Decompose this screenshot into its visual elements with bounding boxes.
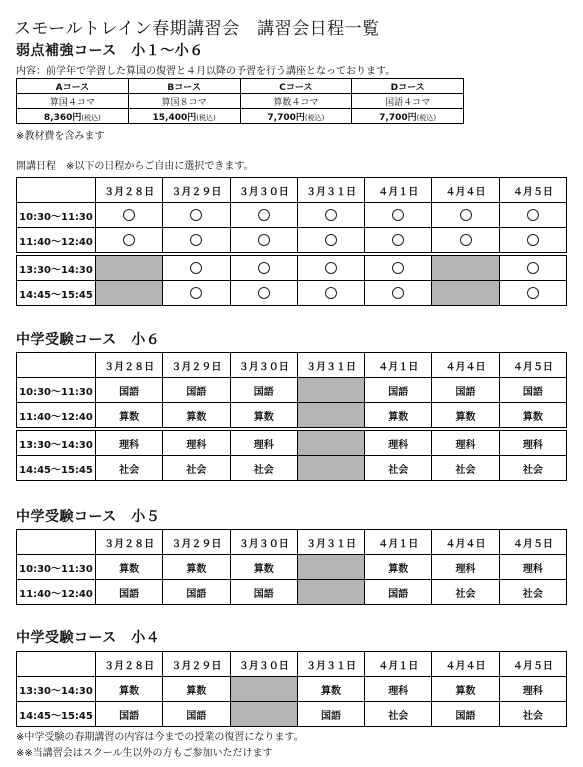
- course-name: Bコース: [128, 79, 240, 94]
- subject-cell: 社会: [499, 456, 566, 481]
- subject-cell: 国語: [230, 580, 297, 605]
- time-slot: 11:40〜12:40: [17, 403, 96, 428]
- subject-cell: 算数: [432, 677, 499, 702]
- subject-cell: 社会: [365, 456, 432, 481]
- available-circle-icon: [123, 234, 135, 246]
- subject-cell: 社会: [432, 456, 499, 481]
- course-detail: 算数４コマ: [240, 94, 352, 109]
- course-detail: 算国８コマ: [128, 94, 240, 109]
- subject-cell: 国語: [163, 580, 230, 605]
- date-header: ４月４日: [432, 530, 499, 555]
- subject-cell: 算数: [230, 555, 297, 580]
- course-price: 7,700円(税込): [352, 109, 464, 124]
- unavailable-cell: [96, 281, 163, 306]
- available-circle-icon: [460, 209, 472, 221]
- tax-label: (税込): [196, 113, 216, 122]
- exam4-heading: 中学受験コース 小４: [16, 630, 161, 646]
- unavailable-cell: [96, 256, 163, 281]
- course-name: Cコース: [240, 79, 352, 94]
- subject-cell: 理科: [432, 555, 499, 580]
- materials-note: ※教材費を含みます: [16, 131, 105, 142]
- subject-cell: 算数: [163, 555, 230, 580]
- available-slot: [432, 203, 499, 228]
- subject-cell: 理科: [499, 555, 566, 580]
- time-slot: 10:30〜11:30: [17, 378, 96, 403]
- schedule-table-exam5: [16, 529, 567, 605]
- unavailable-cell: [230, 702, 297, 727]
- subject-cell: 算数: [499, 403, 566, 428]
- subject-cell: 理科: [365, 431, 432, 456]
- time-slot: 13:30〜14:30: [17, 431, 96, 456]
- date-header: ４月４日: [432, 178, 499, 203]
- subject-cell: 算数: [96, 677, 163, 702]
- schedule-table-exam4: [16, 651, 567, 727]
- available-slot: [365, 228, 432, 253]
- available-slot: [365, 281, 432, 306]
- unavailable-cell: [432, 281, 499, 306]
- available-slot: [163, 256, 230, 281]
- date-header: ３月３０日: [230, 353, 297, 378]
- available-slot: [297, 256, 364, 281]
- date-header: ３月２９日: [163, 353, 230, 378]
- subject-cell: 算数: [365, 403, 432, 428]
- time-slot: 10:30〜11:30: [17, 555, 96, 580]
- tax-label: (税込): [81, 113, 101, 122]
- schedule-row: [17, 555, 567, 580]
- date-header-row: [17, 178, 567, 203]
- available-circle-icon: [392, 209, 404, 221]
- remedial-description: 内容：前学年で学習した算国の復習と４月以降の予習を行う講座となっております。: [16, 66, 396, 77]
- date-header: ４月１日: [365, 353, 432, 378]
- available-slot: [365, 256, 432, 281]
- tax-label: (税込): [304, 113, 325, 122]
- subject-cell: 国語: [499, 378, 566, 403]
- available-slot: [163, 203, 230, 228]
- available-circle-icon: [392, 234, 404, 246]
- available-circle-icon: [123, 209, 135, 221]
- unavailable-cell: [297, 378, 364, 403]
- available-circle-icon: [325, 234, 337, 246]
- subject-cell: 社会: [365, 702, 432, 727]
- available-circle-icon: [190, 209, 202, 221]
- course-price: 8,360円(税込): [17, 109, 129, 124]
- subject-cell: 算数: [163, 677, 230, 702]
- subject-cell: 算数: [432, 403, 499, 428]
- date-header-row: [17, 652, 567, 677]
- date-header: ３月２８日: [96, 530, 163, 555]
- unavailable-cell: [230, 677, 297, 702]
- subject-cell: 国語: [96, 580, 163, 605]
- time-slot: 10:30〜11:30: [17, 203, 96, 228]
- subject-cell: 理科: [432, 431, 499, 456]
- subject-cell: 国語: [432, 702, 499, 727]
- available-slot: [230, 203, 297, 228]
- date-header: ４月１日: [365, 178, 432, 203]
- unavailable-cell: [297, 431, 364, 456]
- schedule-row: [17, 378, 567, 403]
- footnote-2: ※※当講習会はスクール生以外の方もご参加いただけます: [16, 748, 273, 759]
- schedule-row: [17, 431, 567, 456]
- subject-cell: 算数: [365, 555, 432, 580]
- available-circle-icon: [258, 262, 270, 274]
- subject-cell: 理科: [96, 431, 163, 456]
- available-circle-icon: [258, 209, 270, 221]
- available-circle-icon: [190, 287, 202, 299]
- unavailable-cell: [297, 403, 364, 428]
- schedule-row: [17, 677, 567, 702]
- available-slot: [499, 228, 566, 253]
- subject-cell: 算数: [297, 677, 364, 702]
- schedule-table-exam6: [16, 352, 567, 481]
- subject-cell: 算数: [230, 403, 297, 428]
- date-header: ３月２９日: [163, 178, 230, 203]
- subject-cell: 算数: [163, 403, 230, 428]
- schedule-row: [17, 203, 567, 228]
- date-header: ３月３０日: [230, 530, 297, 555]
- subject-cell: 社会: [499, 702, 566, 727]
- available-circle-icon: [258, 287, 270, 299]
- date-header: ４月５日: [499, 652, 566, 677]
- page-title: スモールトレイン春期講習会 講習会日程一覧: [14, 19, 380, 39]
- schedule-note: 開講日程 ※以下の日程からご自由に選択できます。: [16, 161, 254, 172]
- subject-cell: 理科: [499, 677, 566, 702]
- date-header: ４月１日: [365, 530, 432, 555]
- available-slot: [96, 203, 163, 228]
- date-header: ３月２８日: [96, 353, 163, 378]
- time-slot: 14:45〜15:45: [17, 281, 96, 306]
- course-name: Dコース: [352, 79, 464, 94]
- corner-cell: [17, 178, 96, 203]
- date-header: ３月３１日: [297, 353, 364, 378]
- time-slot: 14:45〜15:45: [17, 456, 96, 481]
- date-header: ３月２９日: [163, 530, 230, 555]
- exam5-heading: 中学受験コース 小５: [16, 509, 161, 525]
- schedule-row: [17, 281, 567, 306]
- unavailable-cell: [297, 580, 364, 605]
- subject-cell: 社会: [432, 580, 499, 605]
- tax-label: (税込): [416, 113, 437, 122]
- subject-cell: 社会: [499, 580, 566, 605]
- available-circle-icon: [527, 234, 539, 246]
- subject-cell: 理科: [499, 431, 566, 456]
- available-slot: [432, 228, 499, 253]
- date-header: ４月５日: [499, 178, 566, 203]
- subject-cell: 国語: [163, 702, 230, 727]
- available-slot: [499, 203, 566, 228]
- available-slot: [297, 228, 364, 253]
- available-circle-icon: [325, 287, 337, 299]
- schedule-table-remedial: [16, 177, 567, 306]
- unavailable-cell: [297, 456, 364, 481]
- subject-cell: 国語: [230, 378, 297, 403]
- date-header: ３月３１日: [297, 178, 364, 203]
- subject-cell: 算数: [96, 403, 163, 428]
- date-header: ３月２８日: [96, 178, 163, 203]
- date-header-row: [17, 530, 567, 555]
- course-detail: 算国４コマ: [17, 94, 129, 109]
- unavailable-cell: [297, 555, 364, 580]
- date-header-row: [17, 353, 567, 378]
- time-slot: 14:45〜15:45: [17, 702, 96, 727]
- available-slot: [365, 203, 432, 228]
- date-header: ４月５日: [499, 353, 566, 378]
- schedule-row: [17, 580, 567, 605]
- date-header: ３月２８日: [96, 652, 163, 677]
- date-header: ３月３０日: [230, 178, 297, 203]
- available-circle-icon: [325, 209, 337, 221]
- footnote-1: ※中学受験の春期講習の内容は今までの授業の復習になります。: [16, 732, 304, 743]
- available-slot: [297, 203, 364, 228]
- date-header: ４月５日: [499, 530, 566, 555]
- available-circle-icon: [190, 262, 202, 274]
- time-slot: 11:40〜12:40: [17, 580, 96, 605]
- time-slot: 13:30〜14:30: [17, 677, 96, 702]
- available-circle-icon: [392, 262, 404, 274]
- available-circle-icon: [527, 209, 539, 221]
- available-circle-icon: [392, 287, 404, 299]
- time-slot: 11:40〜12:40: [17, 228, 96, 253]
- subject-cell: 国語: [163, 378, 230, 403]
- subject-cell: 国語: [96, 702, 163, 727]
- course-detail: 国語４コマ: [352, 94, 464, 109]
- available-slot: [163, 228, 230, 253]
- subject-cell: 理科: [365, 677, 432, 702]
- schedule-row: [17, 256, 567, 281]
- date-header: ３月３１日: [297, 652, 364, 677]
- available-circle-icon: [460, 234, 472, 246]
- subject-cell: 社会: [230, 456, 297, 481]
- subject-cell: 国語: [365, 580, 432, 605]
- subject-cell: 国語: [96, 378, 163, 403]
- corner-cell: [17, 353, 96, 378]
- date-header: ３月２９日: [163, 652, 230, 677]
- schedule-row: [17, 456, 567, 481]
- date-header: ４月４日: [432, 652, 499, 677]
- available-circle-icon: [527, 262, 539, 274]
- course-name: Aコース: [17, 79, 129, 94]
- subject-cell: 算数: [96, 555, 163, 580]
- course-price: 15,400円(税込): [128, 109, 240, 124]
- corner-cell: [17, 652, 96, 677]
- schedule-row: [17, 403, 567, 428]
- subject-cell: 国語: [297, 702, 364, 727]
- schedule-row: [17, 702, 567, 727]
- exam6-heading: 中学受験コース 小６: [16, 332, 161, 348]
- subject-cell: 理科: [230, 431, 297, 456]
- available-slot: [163, 281, 230, 306]
- available-slot: [96, 228, 163, 253]
- date-header: ３月３１日: [297, 530, 364, 555]
- available-circle-icon: [190, 234, 202, 246]
- date-header: ４月４日: [432, 353, 499, 378]
- date-header: ３月３０日: [230, 652, 297, 677]
- subject-cell: 理科: [163, 431, 230, 456]
- available-circle-icon: [258, 234, 270, 246]
- subject-cell: 社会: [96, 456, 163, 481]
- available-slot: [499, 281, 566, 306]
- available-circle-icon: [325, 262, 337, 274]
- subject-cell: 国語: [365, 378, 432, 403]
- time-slot: 13:30〜14:30: [17, 256, 96, 281]
- course-price-table: [16, 78, 464, 124]
- subject-cell: 社会: [163, 456, 230, 481]
- available-slot: [230, 256, 297, 281]
- available-circle-icon: [527, 287, 539, 299]
- available-slot: [230, 228, 297, 253]
- available-slot: [297, 281, 364, 306]
- subject-cell: 国語: [432, 378, 499, 403]
- schedule-row: [17, 228, 567, 253]
- unavailable-cell: [432, 256, 499, 281]
- available-slot: [499, 256, 566, 281]
- available-slot: [230, 281, 297, 306]
- corner-cell: [17, 530, 96, 555]
- date-header: ４月１日: [365, 652, 432, 677]
- course-price: 7,700円(税込): [240, 109, 352, 124]
- remedial-heading: 弱点補強コース 小１〜小６: [16, 43, 204, 59]
